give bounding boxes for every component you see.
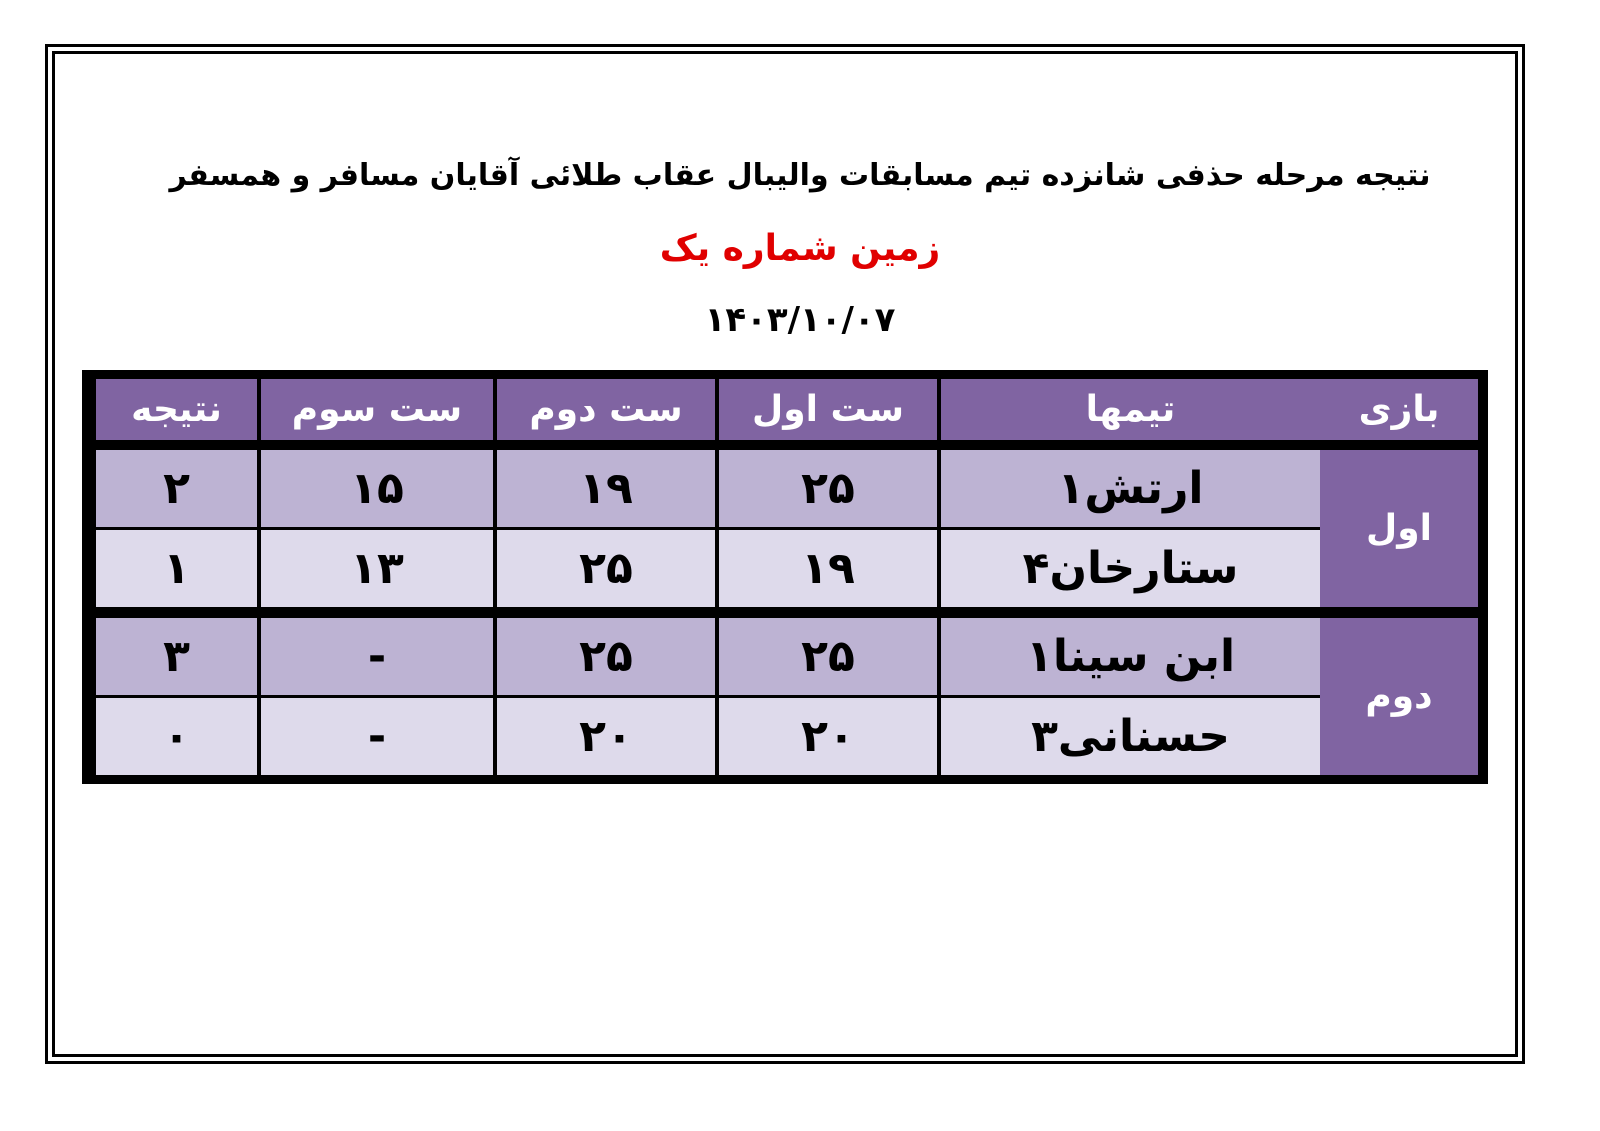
set1-score: ۲۵ xyxy=(715,618,937,698)
set3-score: - xyxy=(257,618,493,698)
header-set3: ست سوم xyxy=(257,379,493,440)
table-row xyxy=(92,530,1478,607)
results-table xyxy=(82,370,1488,784)
set2-score: ۲۵ xyxy=(493,618,715,698)
set1-score: ۱۹ xyxy=(715,530,937,607)
set3-score: ۱۵ xyxy=(257,450,493,530)
team-name: ارتش۱ xyxy=(937,450,1320,530)
header-game: بازی xyxy=(1320,379,1478,440)
table-row xyxy=(92,450,1478,530)
header-set1: ست اول xyxy=(715,379,937,440)
set3-score: - xyxy=(257,698,493,775)
set1-score: ۲۰ xyxy=(715,698,937,775)
header-gap xyxy=(92,440,1478,450)
match-result: ۳ xyxy=(92,618,257,698)
team-name: ستارخان۴ xyxy=(937,530,1320,607)
match-gap xyxy=(92,607,1478,617)
table-header-row xyxy=(92,379,1478,440)
set2-score: ۲۰ xyxy=(493,698,715,775)
team-name: حسنانی۳ xyxy=(937,698,1320,775)
table-row xyxy=(92,618,1478,698)
document-date: ۱۴۰۳/۱۰/۰۷ xyxy=(704,300,896,340)
header-result: نتیجه xyxy=(92,379,257,440)
match-result: ۲ xyxy=(92,450,257,530)
set3-score: ۱۳ xyxy=(257,530,493,607)
set2-score: ۱۹ xyxy=(493,450,715,530)
header-set2: ست دوم xyxy=(493,379,715,440)
court-title: زمین شماره یک xyxy=(659,228,941,269)
table-row xyxy=(92,698,1478,775)
match-result: ۰ xyxy=(92,698,257,775)
game-label: دوم xyxy=(1320,618,1478,775)
team-name: ابن سینا۱ xyxy=(937,618,1320,698)
document-title: نتیجه مرحله حذفی شانزده تیم مسابقات والیبال عقاب طلائی آقایان مسافر و همسفر xyxy=(169,158,1431,193)
header-teams: تیمها xyxy=(937,379,1320,440)
match-result: ۱ xyxy=(92,530,257,607)
game-label: اول xyxy=(1320,450,1478,607)
set2-score: ۲۵ xyxy=(493,530,715,607)
set1-score: ۲۵ xyxy=(715,450,937,530)
